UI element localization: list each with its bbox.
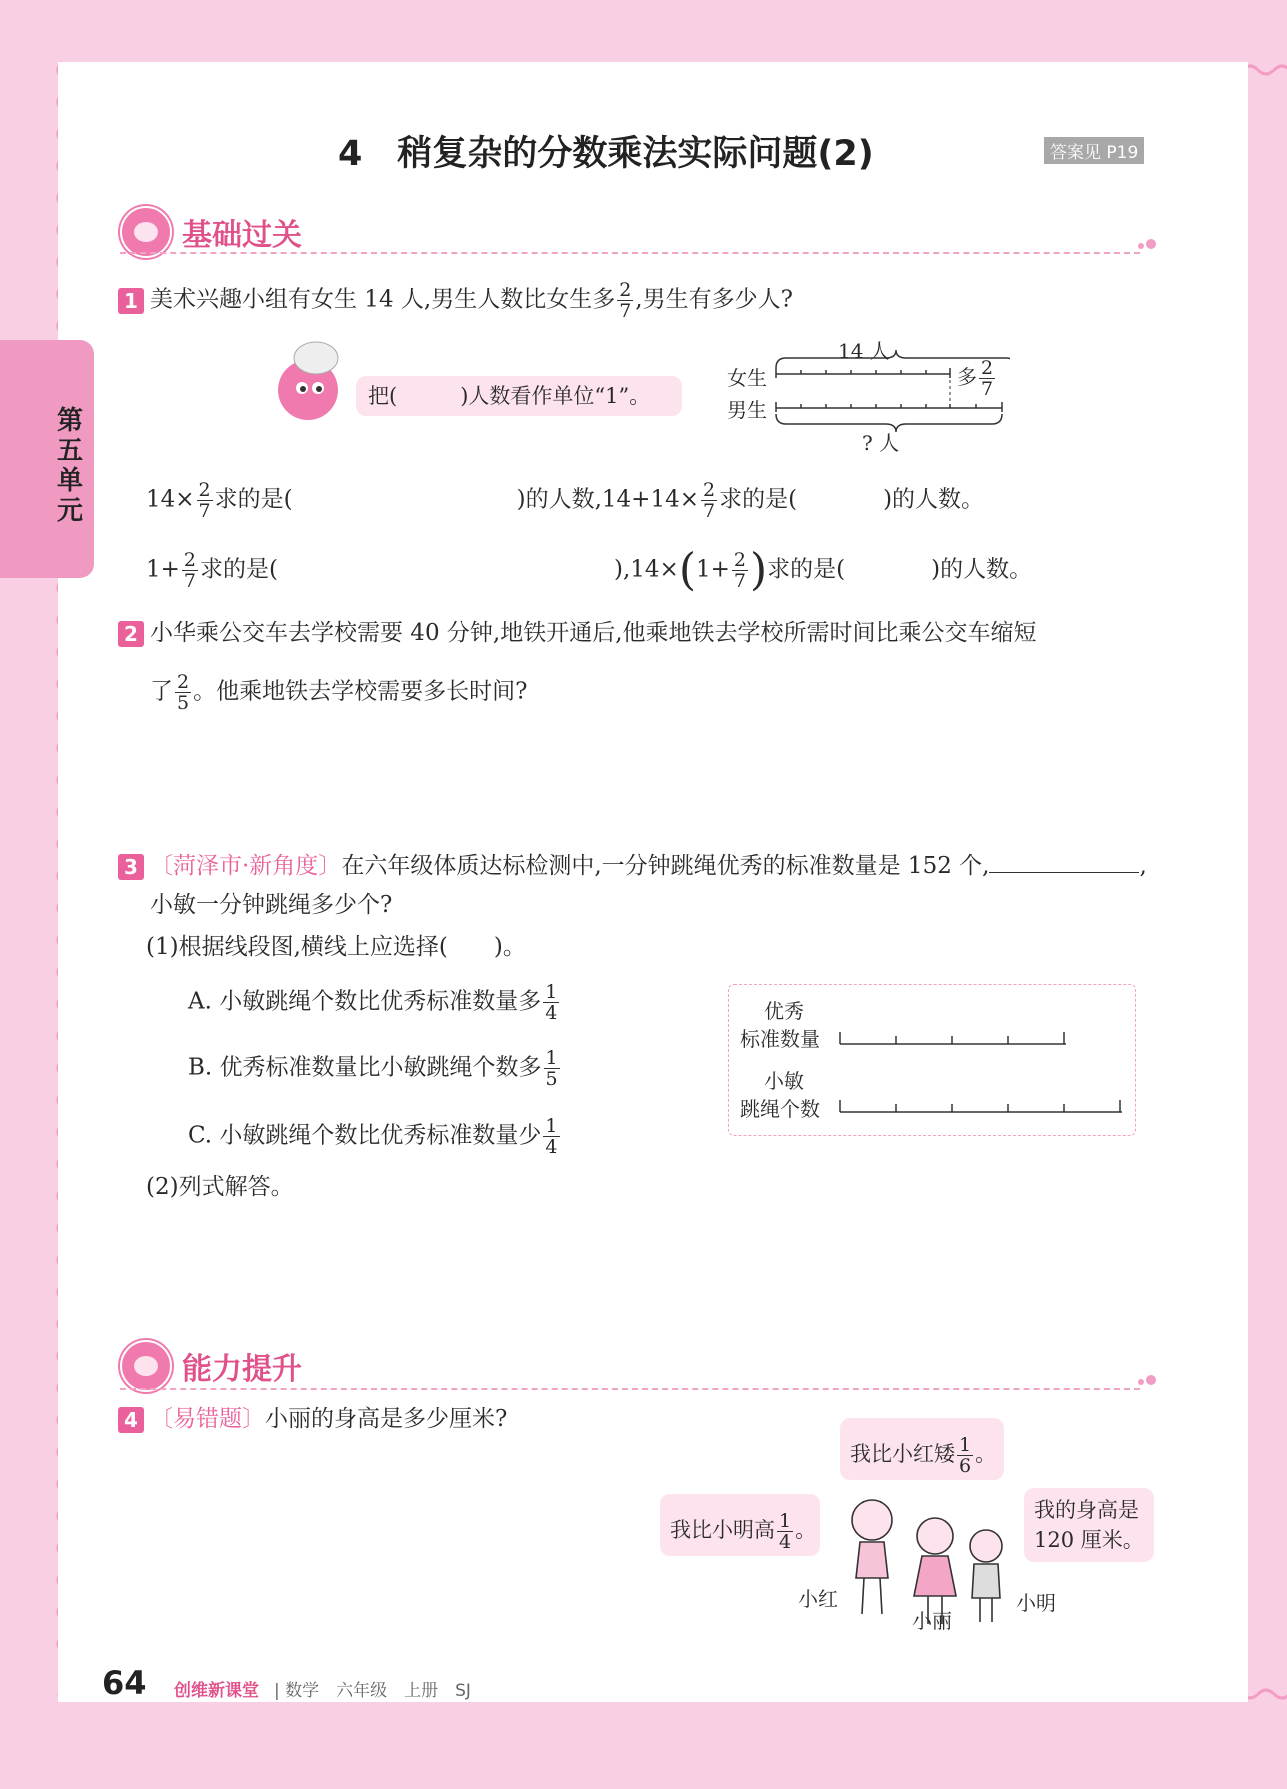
section-divider bbox=[120, 252, 1140, 254]
q3-segment-lines bbox=[836, 1024, 1126, 1118]
q3-diagram-row1-a: 优秀 bbox=[764, 999, 804, 1023]
hint-bubble bbox=[356, 376, 682, 416]
hint-text: 把( )人数看作单位“1”。 bbox=[368, 384, 651, 408]
q3-sub-2: (2)列式解答。 bbox=[146, 1174, 294, 1200]
q3-blank[interactable] bbox=[989, 850, 1139, 873]
mascot-monkey-icon bbox=[120, 206, 172, 258]
answer-reference-badge: 答案见 P19 bbox=[1044, 137, 1144, 164]
q3-diagram-row2-b: 跳绳个数 bbox=[740, 1097, 820, 1121]
q3-option-c[interactable]: C. 小敏跳绳个数比优秀标准数量少 $\frac{1}{4}$ bbox=[188, 1115, 558, 1158]
diagram-label-boys: 男生 bbox=[727, 398, 767, 422]
diagram-bottom-label: ? 人 bbox=[862, 431, 900, 455]
dots-ornament-icon-2 bbox=[1136, 1372, 1160, 1388]
diagram-label-girls: 女生 bbox=[727, 366, 767, 390]
name-xiaohong: 小红 bbox=[798, 1587, 838, 1611]
footer-brand: 创维新课堂 bbox=[174, 1681, 259, 1701]
diagram-top-label: 14 人 bbox=[838, 339, 890, 363]
section-title-advanced: 能力提升 bbox=[182, 1352, 302, 1387]
unit-side-tab-label: 第五单元 bbox=[56, 406, 83, 526]
question-4: 4 〔易错题〕小丽的身高是多少厘米? bbox=[118, 1404, 507, 1434]
page-title: 4 稍复杂的分数乘法实际问题(2) bbox=[338, 134, 874, 174]
speech-bubble-xiaoming: 我的身高是 120 厘米。 bbox=[1024, 1488, 1154, 1562]
q3-diagram-row1-b: 标准数量 bbox=[740, 1027, 820, 1051]
question-1: 1 美术兴趣小组有女生 14 人,男生人数比女生多 $\frac{2}{7}$ ,男生有多少人? bbox=[118, 280, 793, 321]
q3-diagram-row2-a: 小敏 bbox=[764, 1069, 804, 1093]
mascot-monkey-icon-2 bbox=[120, 1340, 172, 1392]
segment-diagram-q1 bbox=[770, 348, 1010, 436]
question-2-line-1: 2 小华乘公交车去学校需要 40 分钟,地铁开通后,他乘地铁去学校所需时间比乘公交车缩短 bbox=[118, 618, 1037, 648]
q3-option-a[interactable]: A. 小敏跳绳个数比优秀标准数量多 $\frac{1}{4}$ bbox=[188, 981, 558, 1024]
mascot-dog-icon bbox=[266, 338, 348, 426]
speech-bubble-xiaohong: 我比小明高 $\frac{1}{4}$ 。 bbox=[660, 1494, 820, 1556]
section-divider-2 bbox=[120, 1388, 1140, 1390]
q1-line-1: 14× $\frac{2}{7}$ 求的是( )的人数,14+14× $\frac{2}{7}$ 求的是( )的人数。 bbox=[146, 479, 985, 522]
name-xiaoli: 小丽 bbox=[912, 1609, 952, 1633]
q3-option-b[interactable]: B. 优秀标准数量比小敏跳绳个数多 $\frac{1}{5}$ bbox=[188, 1047, 558, 1090]
name-xiaoming: 小明 bbox=[1016, 1591, 1056, 1615]
question-3-line-1: 3 〔菏泽市·新角度〕在六年级体质达标检测中,一分钟跳绳优秀的标准数量是 152 个, , bbox=[118, 850, 1147, 881]
question-3-line-2: 小敏一分钟跳绳多少个? bbox=[150, 892, 393, 918]
question-2-line-2: 了 $\frac{2}{5}$ 。他乘地铁去学校需要多长时间? bbox=[150, 671, 528, 714]
dots-ornament-icon bbox=[1136, 236, 1160, 252]
speech-bubble-xiaoli: 我比小红矮 $\frac{1}{6}$ 。 bbox=[840, 1418, 1004, 1480]
diagram-more-label: 多 $\frac{2}{7}$ bbox=[957, 357, 994, 400]
footer-book-info: | 数学 六年级 上册 SJ bbox=[274, 1681, 471, 1701]
q1-line-2: 1+ $\frac{2}{7}$ 求的是( ),14×(1+ $\frac{2}{7}$ )求的是( )的人数。 bbox=[146, 544, 1033, 596]
page-number: 64 bbox=[102, 1664, 147, 1702]
section-title-basic: 基础过关 bbox=[182, 218, 302, 253]
q3-sub-1: (1)根据线段图,横线上应选择( )。 bbox=[146, 934, 526, 960]
